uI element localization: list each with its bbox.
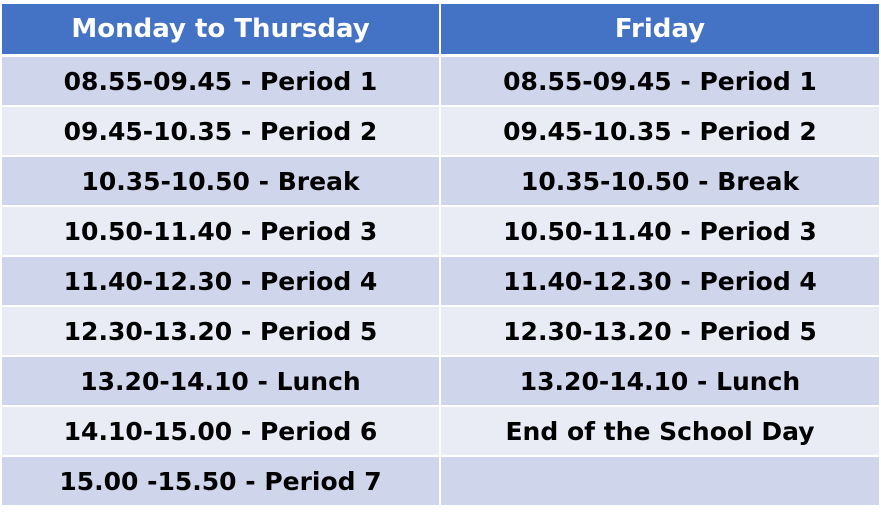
table-row <box>2 356 879 406</box>
header-monday-to-thursday: Monday to Thursday <box>2 4 440 56</box>
friday-cell: 10.50-11.40 - Period 3 <box>440 206 879 256</box>
mon-thu-cell: 12.30-13.20 - Period 5 <box>2 306 440 356</box>
table-row <box>2 256 879 306</box>
header-row <box>2 4 879 56</box>
mon-thu-cell: 08.55-09.45 - Period 1 <box>2 56 440 107</box>
friday-cell <box>440 456 879 506</box>
friday-cell: 12.30-13.20 - Period 5 <box>440 306 879 356</box>
table-row <box>2 56 879 107</box>
table-row <box>2 456 879 506</box>
mon-thu-cell: 15.00 -15.50 - Period 7 <box>2 456 440 506</box>
mon-thu-cell: 13.20-14.10 - Lunch <box>2 356 440 406</box>
table-row <box>2 156 879 206</box>
timetable <box>2 4 879 507</box>
friday-cell: 10.35-10.50 - Break <box>440 156 879 206</box>
friday-cell: 09.45-10.35 - Period 2 <box>440 106 879 156</box>
table-row <box>2 406 879 456</box>
table-row <box>2 206 879 256</box>
friday-cell: 11.40-12.30 - Period 4 <box>440 256 879 306</box>
timetable-table <box>2 4 879 507</box>
mon-thu-cell: 14.10-15.00 - Period 6 <box>2 406 440 456</box>
header-friday: Friday <box>440 4 879 56</box>
friday-cell: 13.20-14.10 - Lunch <box>440 356 879 406</box>
table-row <box>2 306 879 356</box>
mon-thu-cell: 09.45-10.35 - Period 2 <box>2 106 440 156</box>
mon-thu-cell: 10.35-10.50 - Break <box>2 156 440 206</box>
mon-thu-cell: 10.50-11.40 - Period 3 <box>2 206 440 256</box>
friday-cell: 08.55-09.45 - Period 1 <box>440 56 879 107</box>
friday-cell: End of the School Day <box>440 406 879 456</box>
table-row <box>2 106 879 156</box>
mon-thu-cell: 11.40-12.30 - Period 4 <box>2 256 440 306</box>
